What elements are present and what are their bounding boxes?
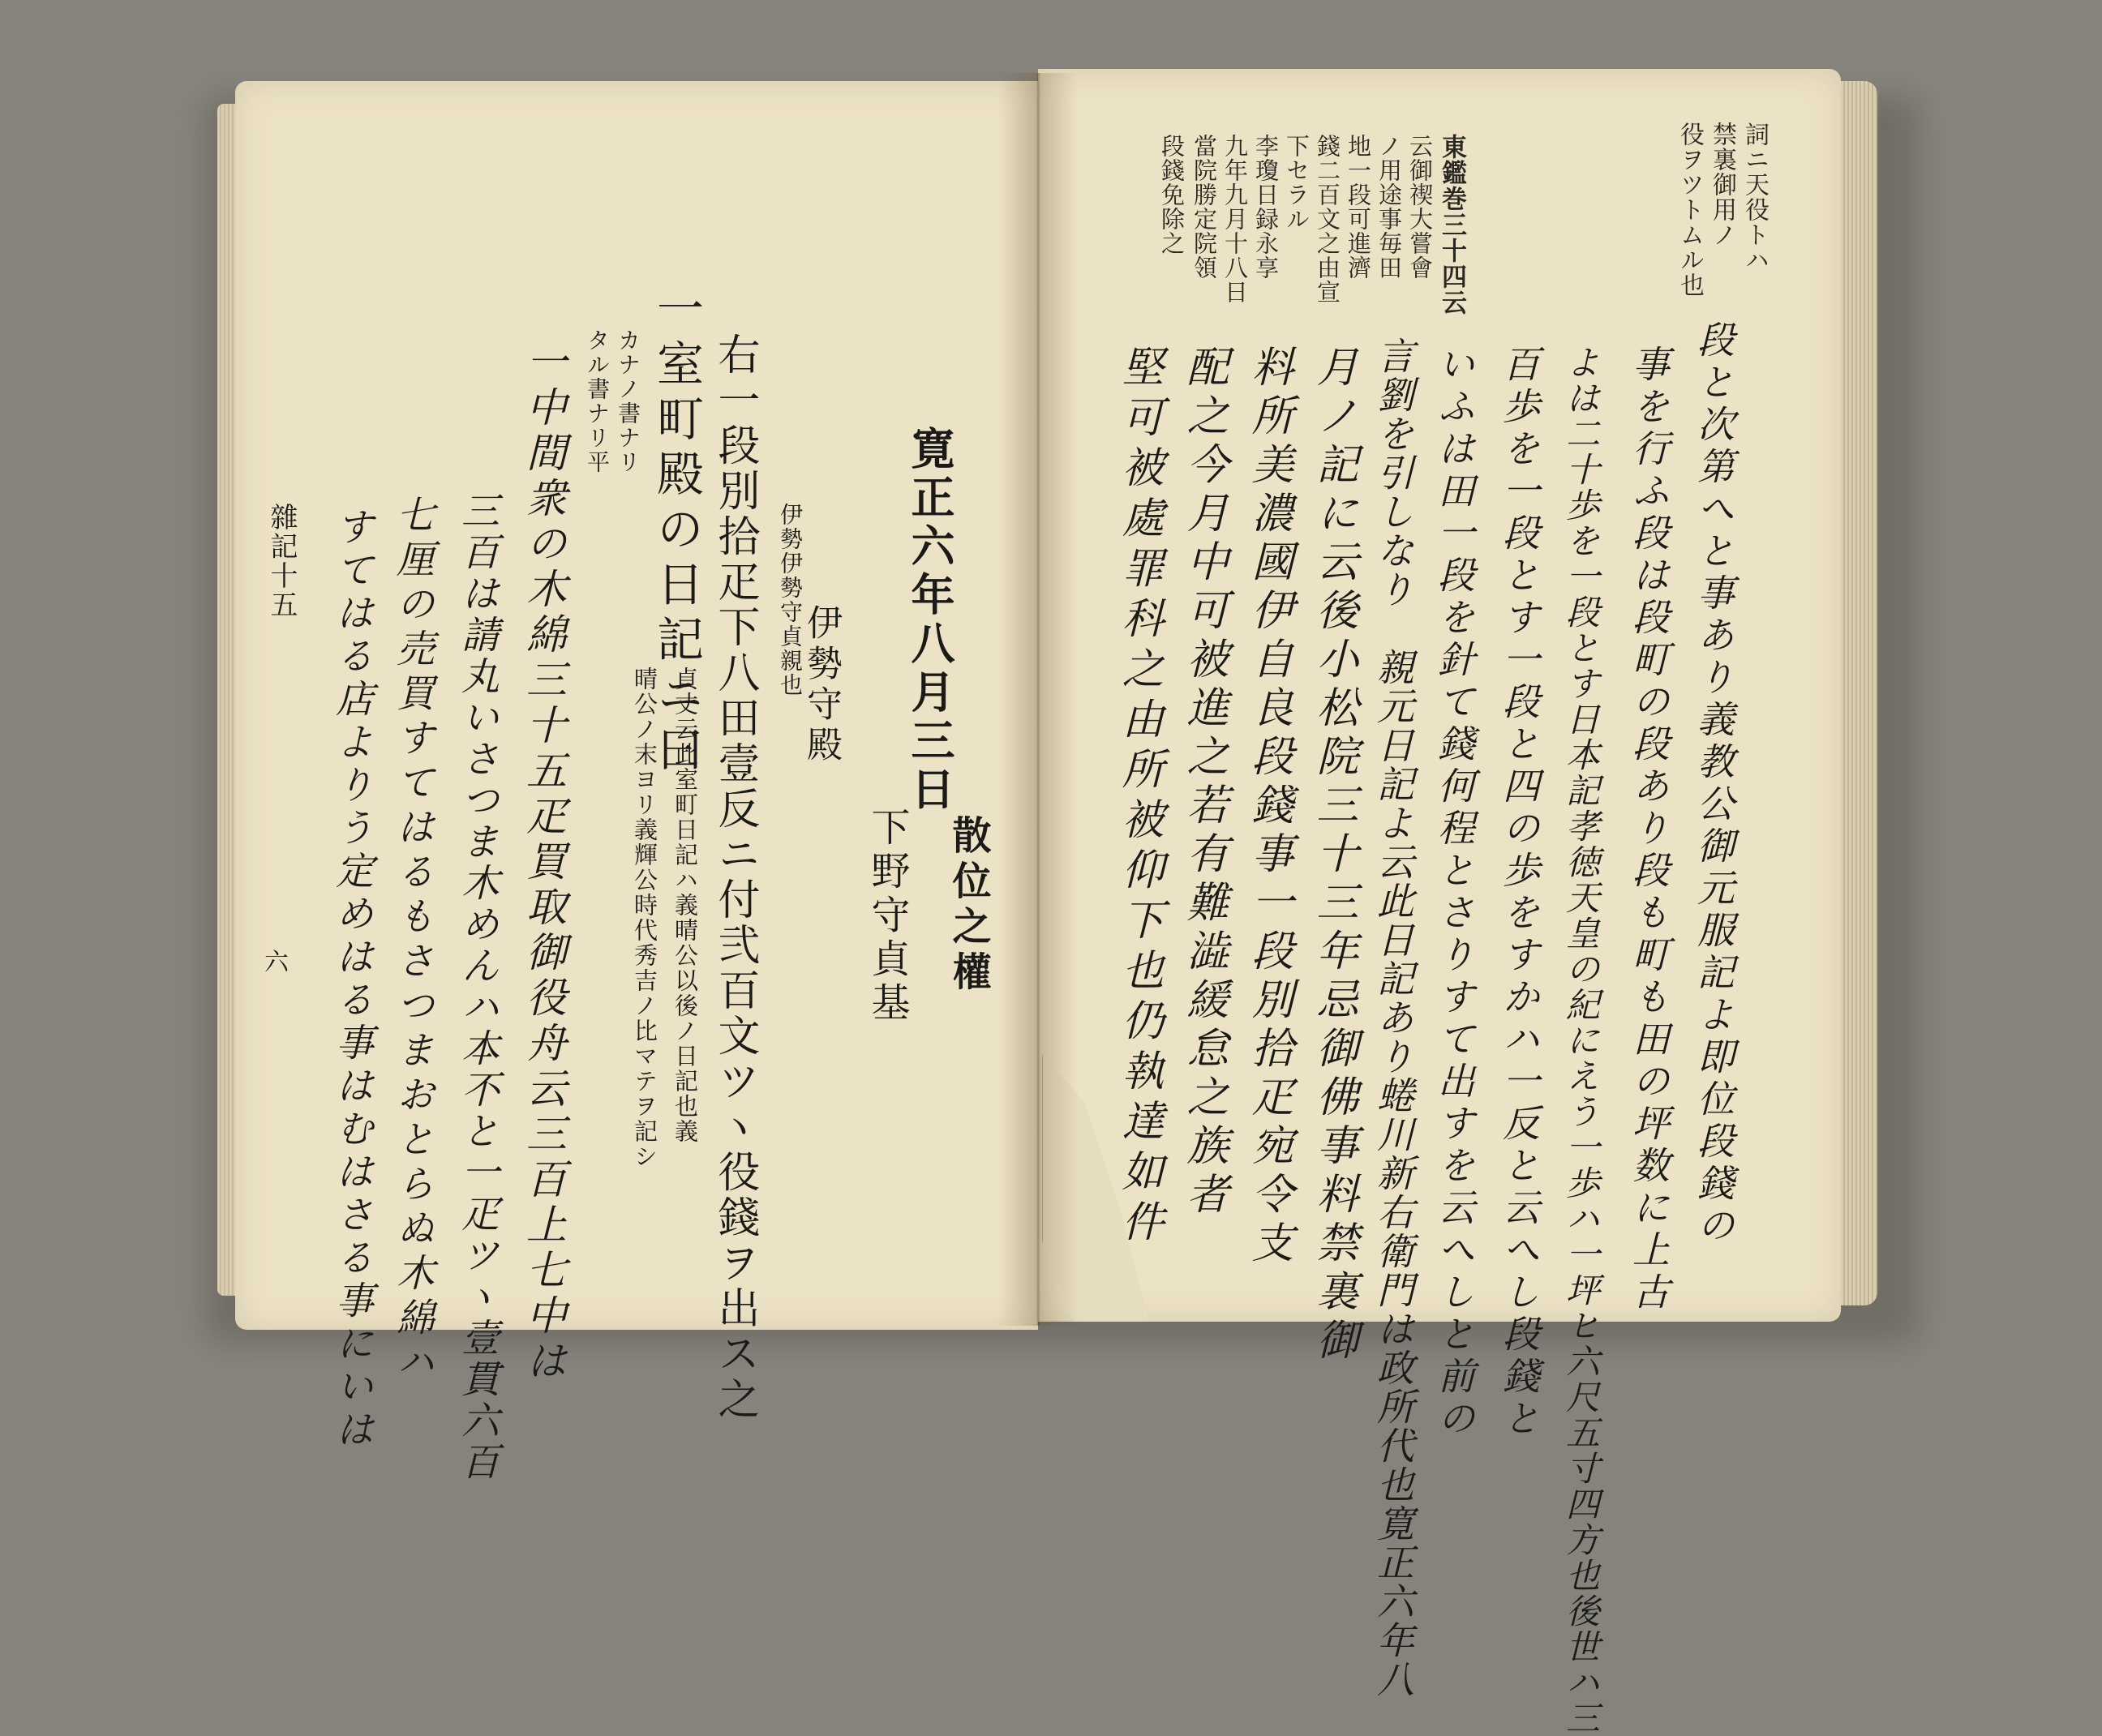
addressee-note: 伊勢伊勢守貞親也 (777, 503, 804, 697)
top-note-3: 役ヲツトムル也 (1675, 122, 1704, 298)
side-note-1: 東鑑巻三十四云 (1437, 134, 1466, 315)
text-column-left-5: 一室町殿の日記ニ曰 (649, 284, 704, 780)
top-note-2: 禁裏御用ノ (1708, 122, 1736, 247)
left-page-edges (217, 104, 237, 1296)
text-column-left-8: 七厘の売買すてはるもさつまおとらぬ木綿ハ (390, 495, 435, 1387)
side-note-5: 錢二百文之由宣 (1314, 134, 1341, 304)
side-note-4: 地一段可進濟 (1345, 134, 1372, 280)
text-column-left-7: 三百は請丸いさつま木めんハ本不と一疋ツヽ壹貫六百 (455, 491, 500, 1483)
side-note-7: 李瓊日録永享 (1252, 134, 1280, 280)
document-date: 寛正六年八月三日 (904, 426, 956, 815)
text-column-right-4: 百歩を一段とす一段と四の歩をすかハ一反と云へし段錢と (1497, 345, 1541, 1441)
side-note-8: 九年九月十八日 (1221, 134, 1249, 304)
text-column-left-4: 右一段別拾疋下八田壹反ニ付弐百文ツヽ役錢ヲ出ス之 (710, 332, 759, 1422)
annotation-left-1: タル書ナリ平 (584, 328, 611, 474)
text-column-right-10: 堅可被處罪科之由所被仰下也仍執達如件 (1114, 345, 1163, 1249)
text-column-right-1: 段と次第へと事あり義教公御元服記よ即位段錢の (1692, 320, 1735, 1248)
addressee: 伊勢守殿 (800, 604, 842, 766)
text-column-right-2: 事を行ふ段は段町の段あり段も町も田の坪数に上古 (1627, 345, 1671, 1314)
annotation-left-2: カナノ書ナリ (615, 328, 641, 474)
side-note-10: 段錢免除之 (1158, 134, 1186, 255)
top-note-1: 詞ニ天役トハ (1740, 122, 1769, 272)
text-column-left-9: すてはる店よりう定めはる事はむはさる事にいは (329, 507, 374, 1452)
text-column-left-6: 一中間衆の木綿三十五疋買取御役舟云三百上七中は (520, 341, 567, 1385)
side-note-2: 云御禊大嘗會 (1406, 134, 1434, 280)
signer: 下野守貞基 (864, 807, 910, 1026)
text-column-right-7: 月ノ記に云後小松院三十三年忌御佛事料禁裏御 (1309, 345, 1358, 1366)
side-note-9: 當院勝定院領 (1190, 134, 1218, 280)
annotation-left-4: 晴公ノ末ヨリ義輝公時代秀吉ノ比マテヲ記シ (631, 667, 658, 1169)
rank-label: 散位之權 (946, 815, 991, 997)
book-gutter (997, 73, 1079, 1326)
side-note-3: ノ用途事毎田 (1375, 134, 1403, 280)
text-column-right-8: 料所美濃國伊自良段錢事一段別拾疋宛令支 (1244, 345, 1293, 1269)
text-column-right-6: 言劉を引しなり 親元日記よ云此日記あり蜷川新右衛門は政所代也寛正六年八 (1371, 336, 1415, 1699)
side-note-6: 下セラル (1283, 134, 1311, 231)
margin-label: 雜記十五 (265, 503, 298, 619)
text-column-right-3: よは二十歩を一段とす日本記孝徳天皇の紀にえう一歩ハ一坪ヒ六尺五寸四方也後世ハ三 (1561, 345, 1601, 1736)
text-column-right-9: 配之今月中可被進之若有難澁緩怠之族者 (1179, 345, 1228, 1220)
annotation-left-3: 貞丈云此室町日記ハ義晴公以後ノ日記也義 (671, 667, 699, 1144)
folio-number: 六 (260, 949, 288, 975)
text-column-right-5: いふは田一段を針て錢何程とさりすて出すを云へしと前の (1432, 345, 1476, 1441)
